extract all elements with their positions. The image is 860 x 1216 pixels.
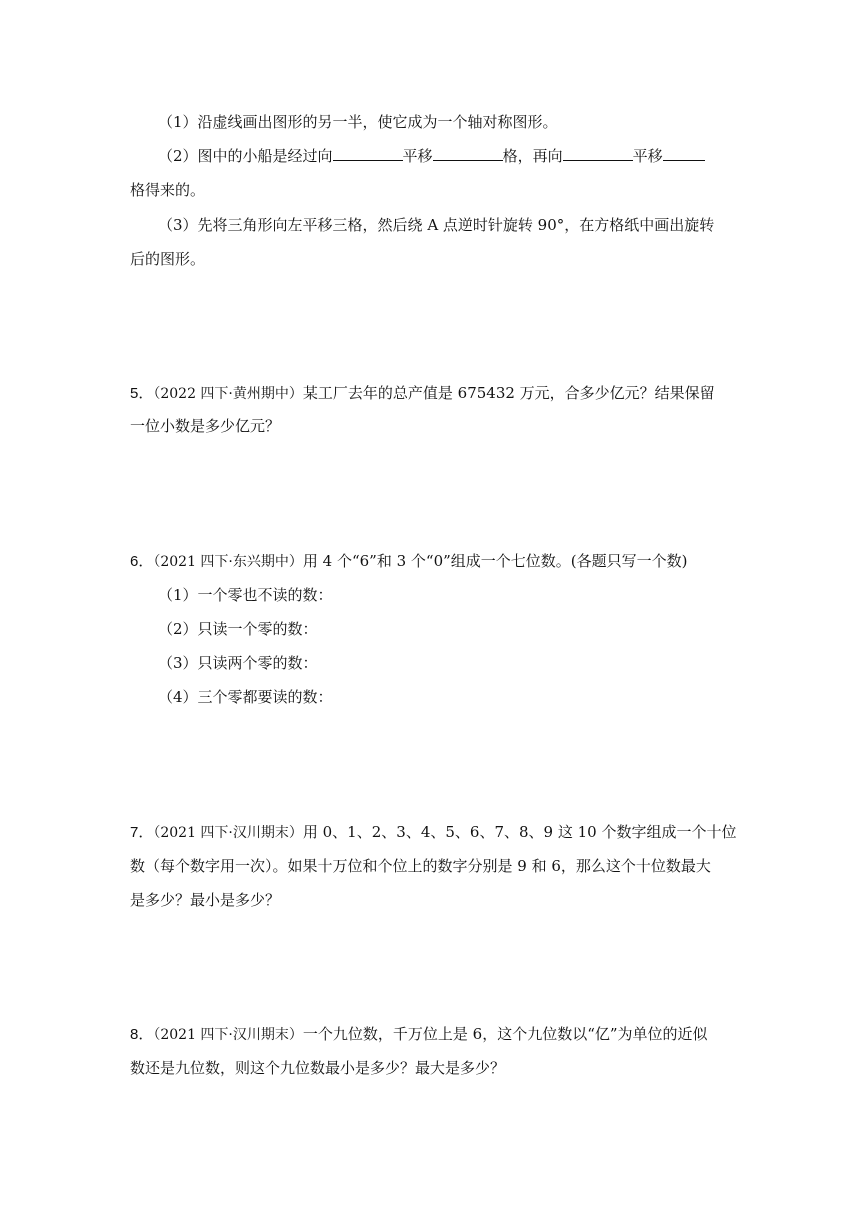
question-7-line3: 是多少？最小是多少？ [130,891,281,909]
question-6-number: 6． [130,553,154,570]
question-7-line2: 数（每个数字用一次）。如果十万位和个位上的数字分别是 9 和 6，那么这个十位数最大 [130,857,711,875]
q4-sub2-part4: 平移 [632,147,663,165]
question-5-text: 某工厂去年的总产值是 675432 万元，合多少亿元？结果保留 [302,384,715,402]
answer-blank-direction-2[interactable] [563,146,633,161]
q4-sub3-line1: （3）先将三角形向左平移三格，然后绕 A 点逆时针旋转 90°，在方格纸中画出旋转 [158,216,715,234]
q4-sub2 [158,146,758,166]
question-8-line1 [130,1024,730,1045]
question-5-source: （2022 四下·黄州期中） [153,386,303,402]
question-5-number: 5． [130,385,154,402]
question-5-line1 [130,383,730,404]
q4-sub2-part1: （2）图中的小船是经过向 [158,147,333,165]
q4-sub3-line2: 后的图形。 [130,250,206,268]
question-6-text: 用 4 个“6”和 3 个“0”组成一个七位数。(各题只写一个数) [302,552,688,570]
question-6-source: （2021 四下·东兴期中） [153,554,303,570]
q4-sub1: （1）沿虚线画出图形的另一半，使它成为一个轴对称图形。 [158,113,558,131]
answer-blank-distance-2[interactable] [663,146,705,161]
q6-sub3: （3）只读两个零的数： [158,654,318,672]
q4-sub2-part2: 平移 [402,147,433,165]
q6-sub1: （1）一个零也不读的数： [158,586,333,604]
question-8-text: 一个九位数，千万位上是 6，这个九位数以“亿”为单位的近似 [302,1025,708,1043]
answer-blank-direction-1[interactable] [333,146,403,161]
q6-sub2: （2）只读一个零的数： [158,620,318,638]
question-8-source: （2021 四下·汉川期末） [153,1027,303,1043]
question-7-text: 用 0、1、2、3、4、5、6、7、8、9 这 10 个数字组成一个十位 [302,823,737,841]
q4-sub2-continuation: 格得来的。 [130,181,206,199]
q6-sub4: （4）三个零都要读的数： [158,688,333,706]
answer-blank-distance-1[interactable] [433,146,503,161]
question-7-line1 [130,822,737,843]
question-5-line2: 一位小数是多少亿元？ [130,417,281,435]
question-6-line1 [130,551,730,572]
question-7-number: 7． [130,824,154,841]
question-7-source: （2021 四下·汉川期末） [153,825,303,841]
question-8-line2: 数还是九位数，则这个九位数最小是多少？最大是多少？ [130,1059,506,1077]
question-8-number: 8． [130,1026,154,1043]
q4-sub2-part3: 格，再向 [502,147,563,165]
